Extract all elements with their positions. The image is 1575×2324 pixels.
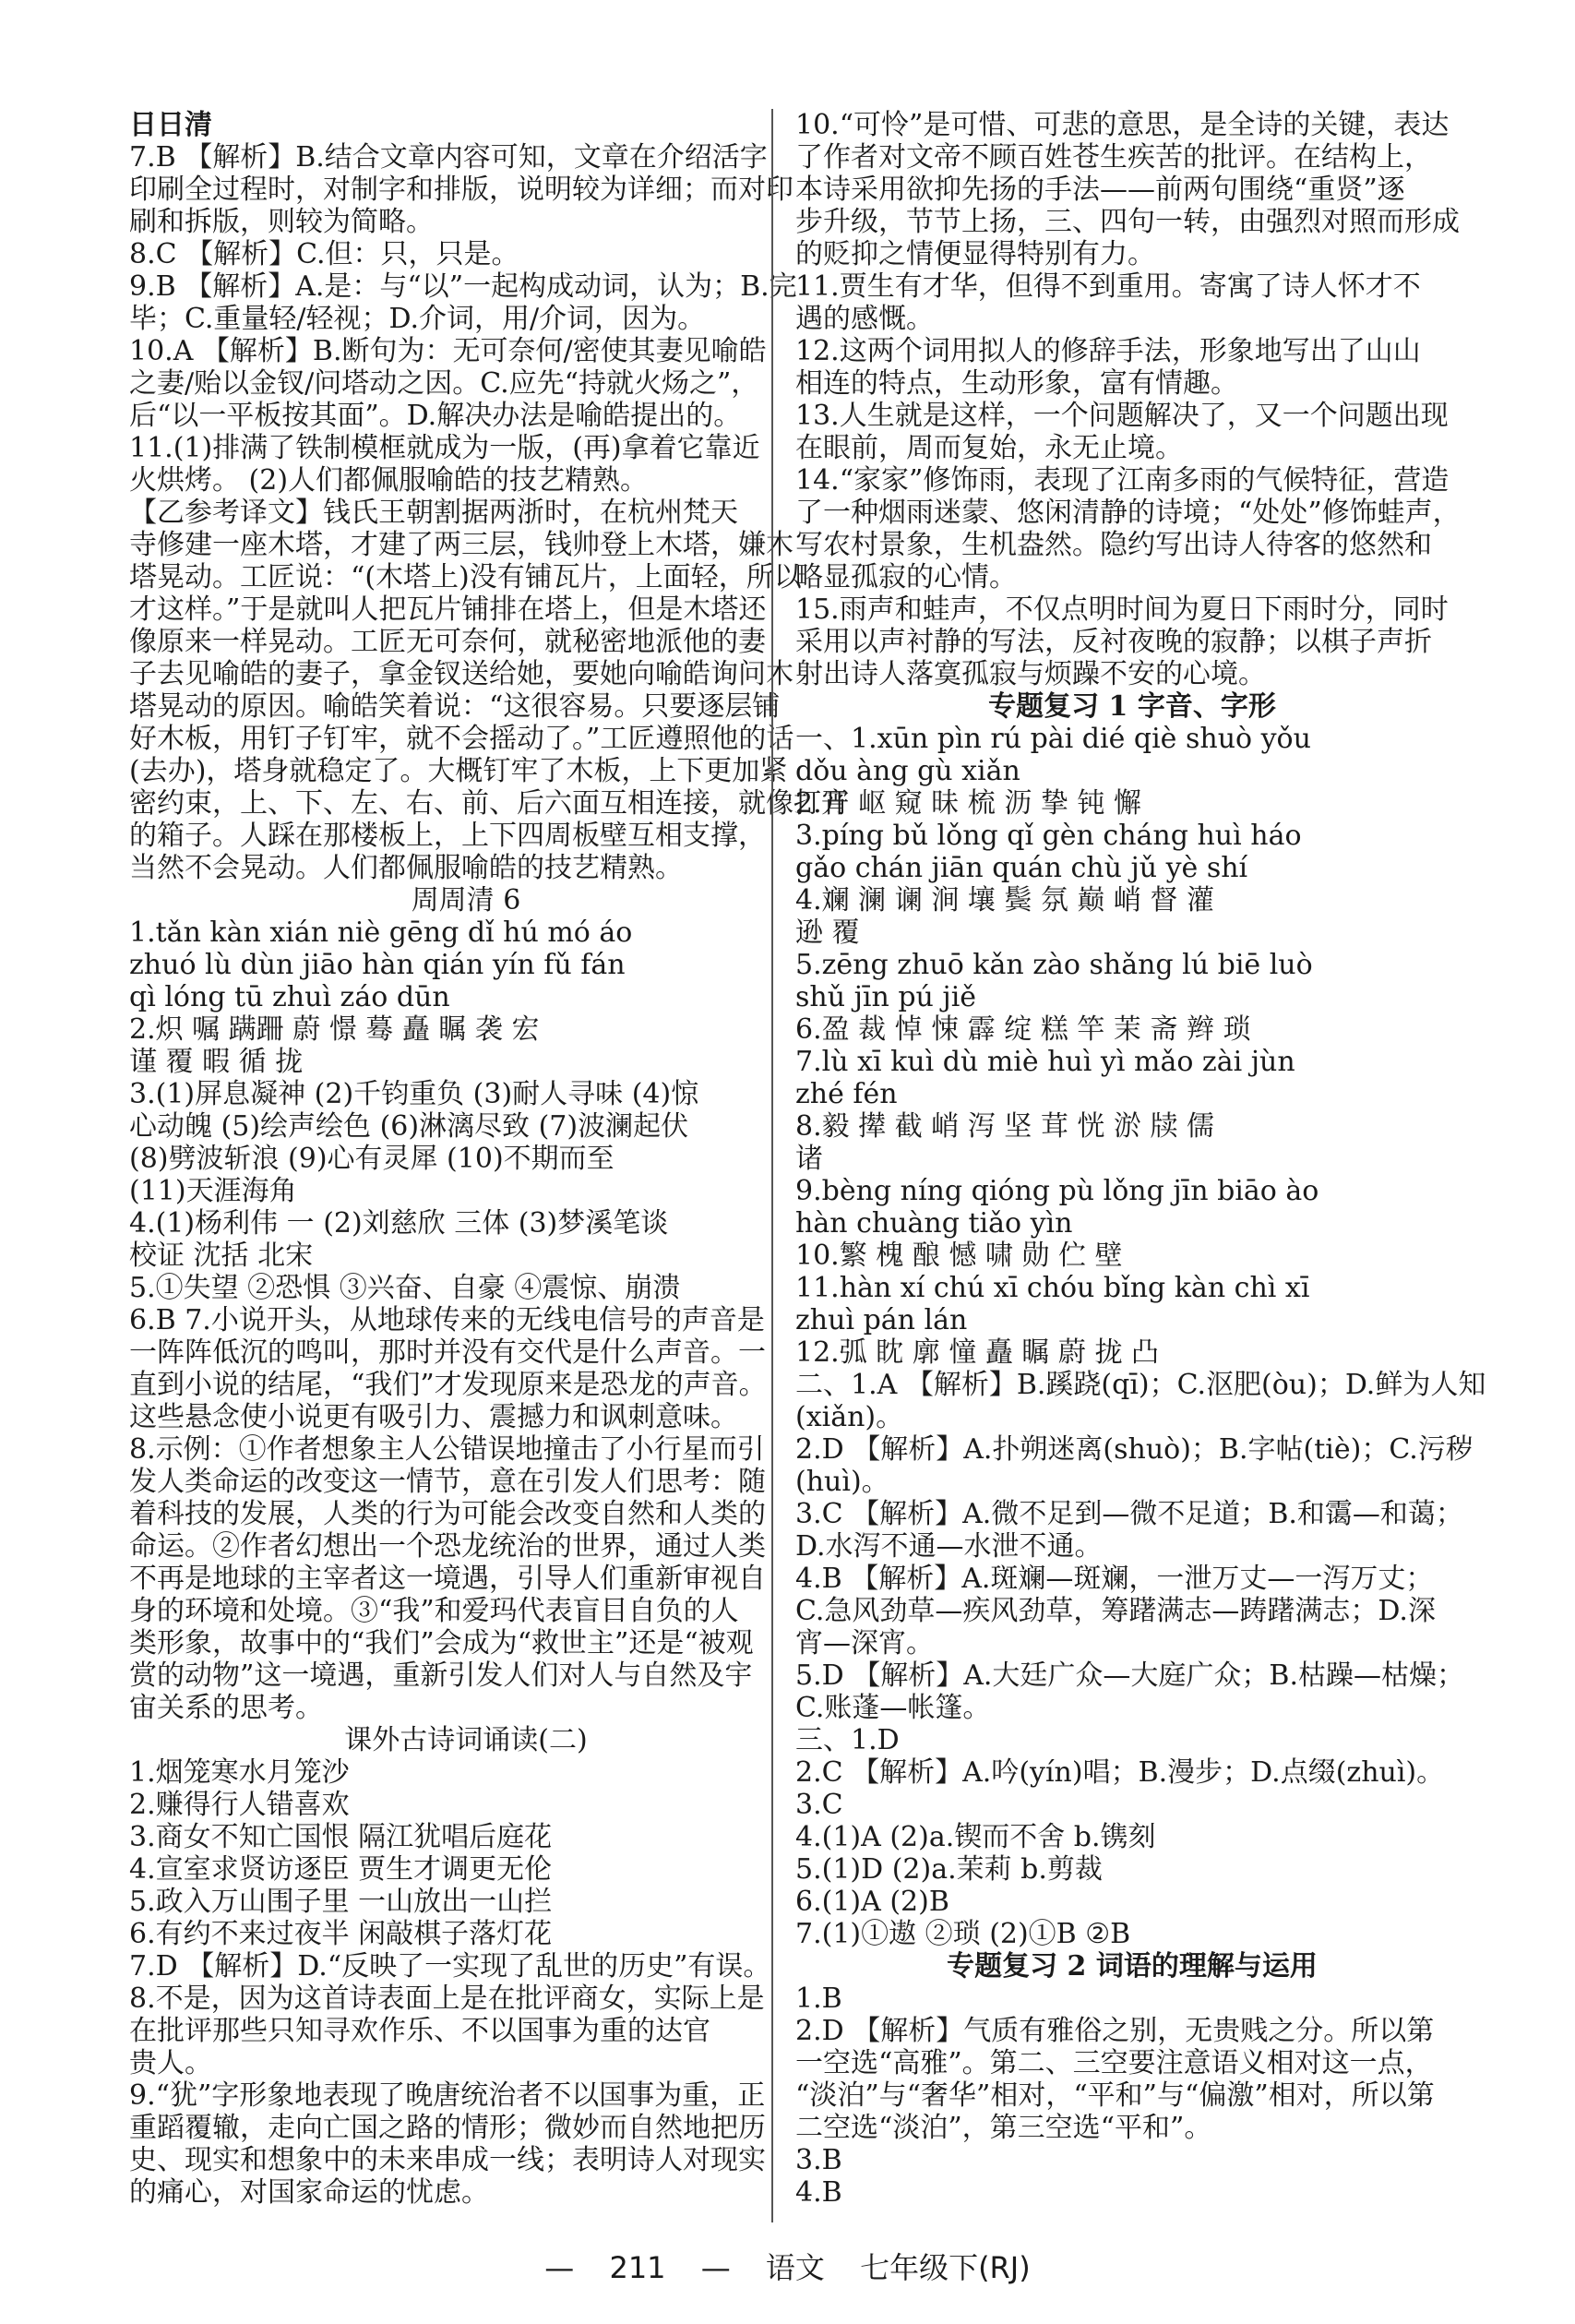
answer-line: 当然不会晃动。人们都佩服喻皓的技艺精熟。 [129,852,683,884]
answer-line: 相连的特点，生动形象，富有情趣。 [795,367,1238,400]
answer-line: 毕；C.重量轻/轻视；D.介词，用/介词，因为。 [129,303,706,335]
answer-line: 3.C 【解析】A.微不足到—微不足道；B.和霭—和蔼； [795,1498,1463,1530]
footer-dash-left: — [544,2250,575,2285]
answer-line: 类形象，故事中的“我们”会成为“救世主”还是“被观 [129,1627,754,1659]
answer-line: 这些悬念使小说更有吸引力、震撼力和讽刺意味。 [129,1401,738,1433]
answer-line: 逊 覆 [795,916,860,949]
answer-line: dǒu àng gù xiǎn [795,755,1020,787]
answer-line: 【乙参考译文】钱氏王朝割据两浙时，在杭州梵天 [129,497,738,529]
answer-line: 略显孤寂的心情。 [795,561,1017,593]
answer-line: zhuì pán lán [795,1304,968,1336]
answer-line: 一空选“高雅”。第二、三空要注意语义相对这一点， [795,2047,1433,2079]
column-divider [771,109,773,2222]
answer-line: 4.宣室求贤访逐臣 贾生才调更无伦 [129,1853,553,1886]
answer-line: 周周清 6 [411,884,521,916]
answer-line: 不再是地球的主宰者这一境遇，引导人们重新审视自 [129,1563,766,1595]
answer-line: D.水泻不通—水泄不通。 [795,1530,1103,1563]
answer-line: 火烘烤。 (2)人们都佩服喻皓的技艺精熟。 [129,464,649,497]
page-number: 211 [609,2250,666,2285]
answer-line: 6.盈 裁 悼 悚 霹 绽 糕 竿 茉 斋 辫 琐 [795,1013,1251,1046]
answer-line: 1.tǎn kàn xián niè gēng dǐ hú mó áo [129,916,633,949]
answer-line: 13.人生就是这样，一个问题解决了，又一个问题出现 [795,400,1449,432]
right-column [795,109,1486,2209]
answer-line: 一、1.xūn pìn rú pài dié qiè shuò yǒu [795,723,1311,755]
answer-line: 6.有约不来过夜半 闲敲棋子落灯花 [129,1918,553,1950]
answer-line: 谨 覆 暇 循 拢 [129,1046,304,1078]
grade-label: 七年级下(RJ) [860,2250,1031,2285]
answer-line: 4.(1)杨利伟 一 (2)刘慈欣 三体 (3)梦溪笔谈 [129,1207,669,1240]
answer-line: hàn chuàng tiǎo yìn [795,1207,1073,1240]
answer-line: 9.“犹”字形象地表现了晚唐统治者不以国事为重，正 [129,2079,766,2112]
answer-line: 塔晃动的原因。喻皓笑着说：“这很容易。只要逐层铺 [129,690,781,723]
answer-line: 校证 沈括 北宋 [129,1240,314,1272]
answer-line: 着科技的发展，人类的行为可能会改变自然和人类的 [129,1498,766,1530]
answer-line: 8.C 【解析】C.但：只，只是。 [129,238,519,270]
answer-line: 2.C 【解析】A.吟(yín)唱；B.漫步；D.点缀(zhuì)。 [795,1756,1445,1789]
page-footer [0,2245,1575,2287]
answer-line: 贵人。 [129,2047,212,2079]
answer-line: 了一种烟雨迷蒙、悠闲清静的诗境；“处处”修饰蛙声， [795,497,1461,529]
answer-line: 5.(1)D (2)a.茉莉 b.剪裁 [795,1853,1103,1886]
answer-line: 4.(1)A (2)a.锲而不舍 b.镌刻 [795,1821,1156,1853]
answer-line: 7.lù xī kuì dù miè huì yì mǎo zài jùn [795,1046,1295,1078]
answer-line: 二空选“淡泊”，第三空选“平和”。 [795,2112,1212,2144]
answer-line: 命运。②作者幻想出一个恐龙统治的世界，通过人类 [129,1530,766,1563]
answer-line: 日日清 [129,109,212,141]
answer-line: C.急风劲草—疾风劲草，筹躇满志—踌躇满志；D.深 [795,1595,1436,1627]
answer-line: 8.示例：①作者想象主人公错误地撞击了小行星而引 [129,1433,765,1466]
answer-line: 直到小说的结尾，“我们”才发现原来是恐龙的声音。 [129,1369,767,1401]
answer-line: 诸 [795,1143,823,1175]
answer-line: 步升级，节节上扬，三、四句一转，由强烈对照而形成 [795,206,1460,238]
answer-line: zhé fén [795,1078,898,1110]
answer-line: 赏的动物”这一境遇，重新引发人们对人与自然及宇 [129,1659,753,1692]
answer-line: (11)天涯海角 [129,1175,297,1207]
answer-line: 5.政入万山围子里 一山放出一山拦 [129,1886,553,1918]
answer-line: 专题复习 1 字音、字形 [988,690,1276,723]
answer-line: 14.“家家”修饰雨，表现了江南多雨的气候特征，营造 [795,464,1450,497]
answer-line: 重蹈覆辙，走向亡国之路的情形；微妙而自然地把历 [129,2112,766,2144]
answer-line: 印刷全过程时，对制字和排版，说明较为详细；而对印 [129,174,793,206]
answer-line: 二、1.A 【解析】B.蹊跷(qī)；C.沤肥(òu)；D.鲜为人知 [795,1369,1486,1401]
answer-line: zhuó lù dùn jiāo hàn qián yín fǔ fán [129,949,626,981]
answer-line: 射出诗人落寞孤寂与烦躁不安的心境。 [795,658,1266,690]
answer-line: 心动魄 (5)绘声绘色 (6)淋漓尽致 (7)波澜起伏 [129,1110,689,1143]
answer-line: gǎo chán jiān quán chù jǔ yè shí [795,852,1248,884]
answer-line: 5.①失望 ②恐惧 ③兴奋、自豪 ④震惊、崩溃 [129,1272,681,1304]
answer-line: 8.毅 撵 截 峭 泻 坚 茸 恍 淤 牍 儒 [795,1110,1214,1143]
answer-line: 三、1.D [795,1724,900,1756]
answer-line: 7.D 【解析】D.“反映了一实现了乱世的历史”有误。 [129,1950,771,1983]
answer-line: 10.A 【解析】B.断句为：无可奈何/密使其妻见喻皓 [129,335,767,367]
answer-line: (xiǎn)。 [795,1401,904,1433]
answer-line: 9.bèng níng qióng pù lǒng jīn biāo ào [795,1175,1319,1207]
answer-line: 2.D 【解析】A.扑朔迷离(shuò)；B.字帖(tiè)；C.污秽 [795,1433,1474,1466]
answer-line: 2.赚得行人错喜欢 [129,1789,350,1821]
answer-line: 11.(1)排满了铁制模框就成为一版，(再)拿着它靠近 [129,432,760,464]
answer-line: 后“以一平板按其面”。D.解决办法是喻皓提出的。 [129,400,742,432]
answer-line: 4.B 【解析】A.斑斓—斑斓，一泄万丈—一泻万丈； [795,1563,1434,1595]
answer-line: 采用以声衬静的写法，反衬夜晚的寂静；以棋子声折 [795,626,1432,658]
answer-line: 1.B [795,1983,842,2015]
answer-line: 宵—深宵。 [795,1627,934,1659]
answer-line: 写农村景象，生机盎然。隐约写出诗人待客的悠然和 [795,529,1432,561]
answer-line: qì lóng tū zhuì záo dūn [129,981,450,1013]
answer-line: 15.雨声和蛙声，不仅点明时间为夏日下雨时分，同时 [795,593,1449,626]
answer-line: 在眼前，周而复始，永无止境。 [795,432,1183,464]
answer-line: 7.(1)①遨 ②琐 (2)①B ②B [795,1918,1131,1950]
answer-line: 12.这两个词用拟人的修辞手法，形象地写出了山山 [795,335,1421,367]
answer-line: 的贬抑之情便显得特别有力。 [795,238,1155,270]
answer-line: 像原来一样晃动。工匠无可奈何，就秘密地派他的妻 [129,626,766,658]
answer-line: 遇的感慨。 [795,303,934,335]
answer-line: 10.“可怜”是可惜、可悲的意思，是全诗的关键，表达 [795,109,1450,141]
answer-line: 3.C [795,1789,843,1821]
answer-line: 刷和拆版，则较为简略。 [129,206,434,238]
answer-line: 专题复习 2 词语的理解与运用 [947,1950,1318,1983]
answer-line: 1.烟笼寒水月笼沙 [129,1756,350,1789]
answer-line: 12.弧 眈 廓 憧 矗 瞩 蔚 拢 凸 [795,1336,1159,1369]
answer-line: 之妻/贻以金钗/问塔动之因。C.应先“持就火炀之”， [129,367,759,400]
answer-line: 11.hàn xí chú xī chóu bǐng kàn chì xī [795,1272,1310,1304]
answer-line: 的箱子。人踩在那楼板上，上下四周板壁互相支撑， [129,820,766,852]
answer-line: 课外古诗词诵读(二) [344,1724,588,1756]
answer-line: 10.繁 槐 酿 憾 啸 勋 伫 壁 [795,1240,1123,1272]
answer-line: 本诗采用欲抑先扬的手法——前两句围绕“重贤”逐 [795,174,1405,206]
answer-line: 寺修建一座木塔，才建了两三层，钱帅登上木塔，嫌木 [129,529,793,561]
answer-line: 4.斓 澜 谰 涧 壤 鬓 氛 巅 峭 督 灌 [795,884,1214,916]
answer-line: 5.zēng zhuō kǎn zào shǎng lú biē luò [795,949,1313,981]
answer-line: 3.píng bǔ lǒng qǐ gèn cháng huì háo [795,820,1302,852]
answer-line: 史、现实和想象中的未来串成一线；表明诗人对现实 [129,2144,766,2176]
answer-line: (8)劈波斩浪 (9)心有灵犀 (10)不期而至 [129,1143,614,1175]
answer-line: (huì)。 [795,1466,889,1498]
answer-line: 一阵阵低沉的鸣叫，那时并没有交代是什么声音。一 [129,1336,766,1369]
answer-line: 才这样。”于是就叫人把瓦片铺排在塔上，但是木塔还 [129,593,767,626]
answer-line: 3.(1)屏息凝神 (2)千钧重负 (3)耐人寻味 (4)惊 [129,1078,699,1110]
answer-line: 3.商女不知亡国恨 隔江犹唱后庭花 [129,1821,553,1853]
answer-line: 8.不是，因为这首诗表面上是在批评商女，实际上是 [129,1983,765,2015]
answer-line: 2.炽 嘱 蹒跚 蔚 憬 蓦 矗 瞩 袭 宏 [129,1013,540,1046]
answer-line: 发人类命运的改变这一情节，意在引发人们思考：随 [129,1466,766,1498]
answer-line: 6.(1)A (2)B [795,1886,949,1918]
answer-line: 5.D 【解析】A.大廷广众—大庭广众；B.枯躁—枯燥； [795,1659,1464,1692]
answer-line: 宙关系的思考。 [129,1692,323,1724]
answer-line: (去办)，塔身就稳定了。大概钉牢了木板，上下更加紧 [129,755,788,787]
answer-line: “淡泊”与“奢华”相对，“平和”与“偏激”相对，所以第 [795,2079,1435,2112]
answer-line: 3.B [795,2144,842,2176]
answer-line: 密约束，上、下、左、右、前、后六面互相连接，就像打开 [129,787,849,820]
answer-line: shǔ jīn pú jiě [795,981,977,1013]
answer-line: 子去见喻皓的妻子，拿金钗送给她，要她向喻皓询问木 [129,658,793,690]
footer-dash-right: — [700,2250,731,2285]
answer-line: 好木板，用钉子钉牢，就不会摇动了。”工匠遵照他的话 [129,723,794,755]
answer-line: 9.B 【解析】A.是：与“以”一起构成动词，认为；B.完 [129,270,797,303]
answer-line: 4.B [795,2176,842,2209]
answer-line: 2.D 【解析】气质有雅俗之别，无贵贱之分。所以第 [795,2015,1435,2047]
answer-line: 在批评那些只知寻欢作乐、不以国事为重的达官 [129,2015,710,2047]
subject-label: 语文 [765,2250,825,2285]
answer-line: 了作者对文帝不顾百姓苍生疾苦的批评。在结构上， [795,141,1432,174]
answer-line: 6.B 7.小说开头，从地球传来的无线电信号的声音是 [129,1304,765,1336]
answer-line: 塔晃动。工匠说：“(木塔上)没有铺瓦片，上面轻，所以 [129,561,802,593]
answer-line: 11.贾生有才华，但得不到重用。寄寓了诗人怀才不 [795,270,1421,303]
answer-line: 2.宵 岖 窥 昧 梳 沥 挚 钝 懈 [795,787,1141,820]
answer-line: 的痛心，对国家命运的忧虑。 [129,2176,489,2209]
answer-line: 身的环境和处境。③“我”和爱玛代表盲目自负的人 [129,1595,739,1627]
answer-line: C.账蓬—帐篷。 [795,1692,991,1724]
answer-line: 7.B 【解析】B.结合文章内容可知，文章在介绍活字 [129,141,768,174]
